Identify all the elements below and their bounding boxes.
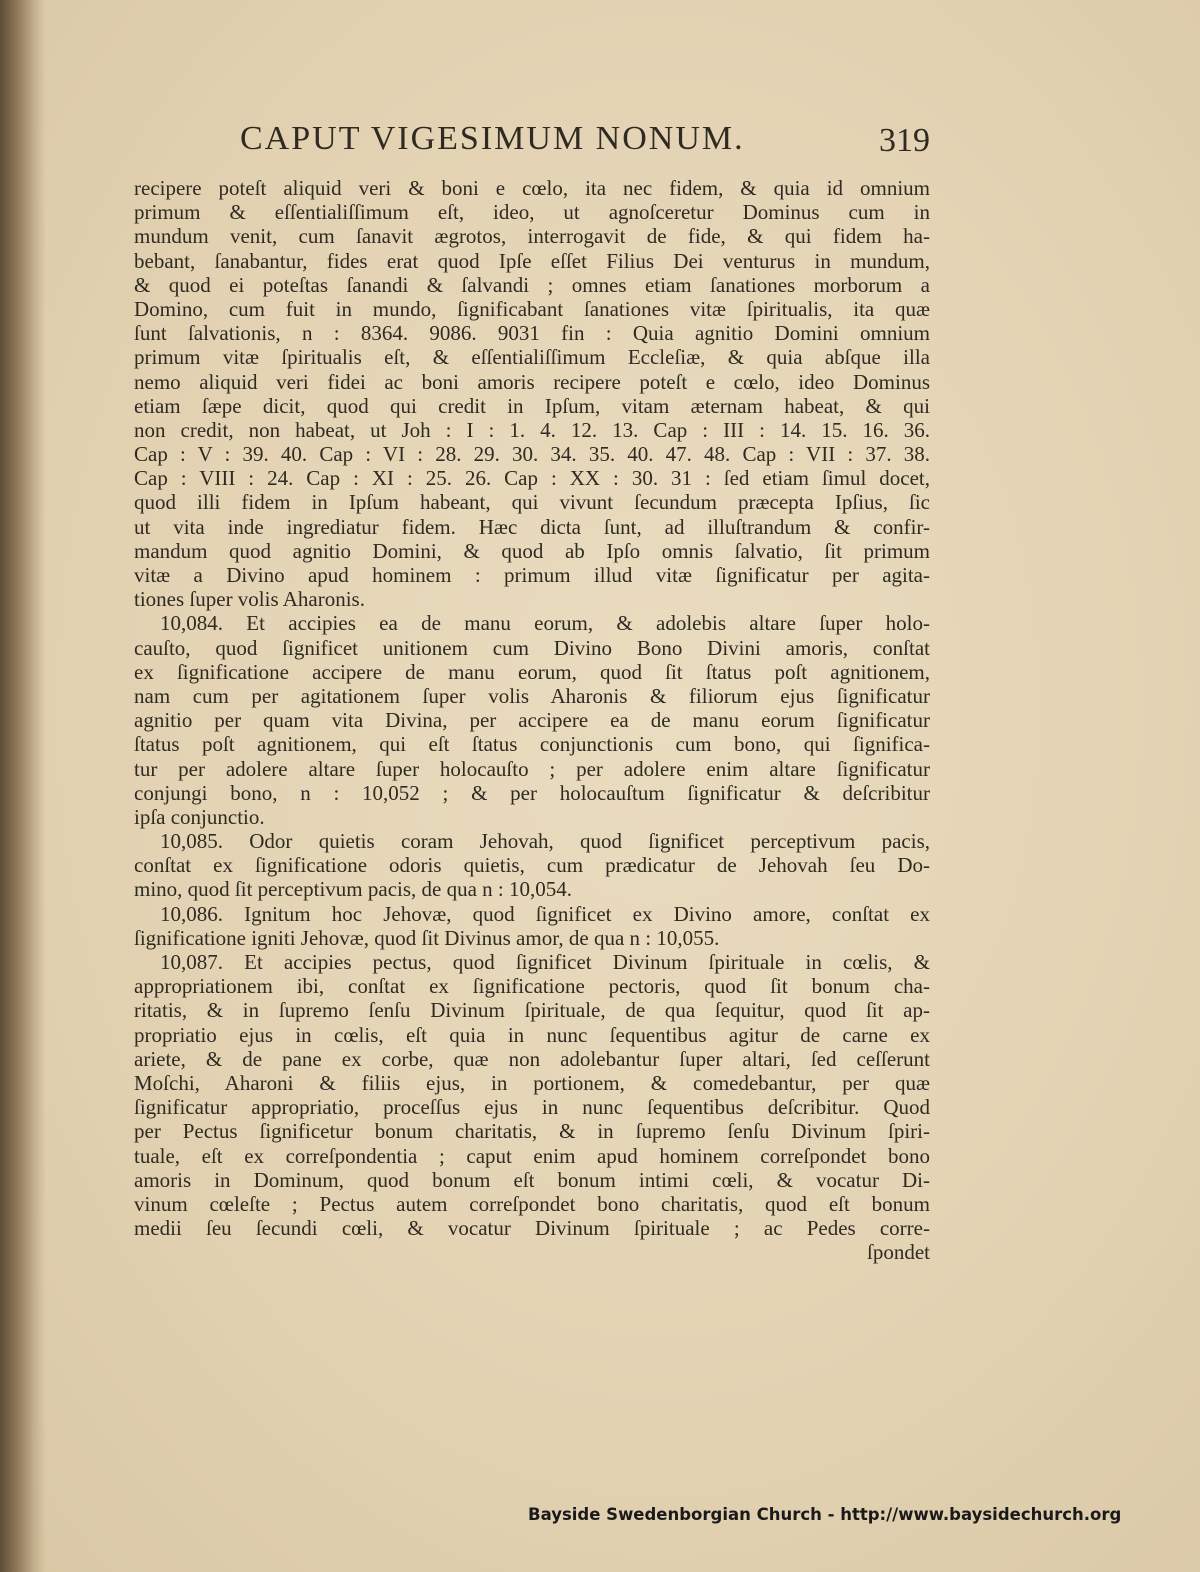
text-line: agnitio per quam vita Divina, per accipere ea de manu eorum ſignificatur [134, 708, 930, 733]
text-line: ariete, & de pane ex corbe, quæ non adolebantur ſuper altari, ſed ceſſerunt [134, 1046, 930, 1071]
text-line: nemo aliquid veri fidei ac boni amoris recipere poteſt e cœlo, ideo Dominus [134, 369, 930, 394]
text-line: bebant, ſanabantur, fides erat quod Ipſe eſſet Filius Dei venturus in mundum, [134, 248, 930, 273]
text-line: ipſa conjunctio. [134, 804, 265, 829]
text-line: ſignificatur appropriatio, proceſſus ejus in nunc ſequentibus deſcribitur. Quod [134, 1095, 930, 1120]
page-header [210, 120, 930, 170]
text-line: cauſto, quod ſignificet unitionem cum Divino Bono Divini amoris, conſtat [134, 635, 930, 660]
text-line: Moſchi, Aharoni & filiis ejus, in portionem, & comedebantur, per quæ [134, 1070, 930, 1095]
text-line: per Pectus ſignificetur bonum charitatis, & in ſupremo ſenſu Divinum ſpiri- [134, 1119, 930, 1144]
text-line: Cap : V : 39. 40. Cap : VI : 28. 29. 30. 34. 35. 40. 47. 48. Cap : VII : 37. 38. [134, 442, 930, 467]
text-line: primum & eſſentialiſſimum eſt, ideo, ut agnoſceretur Dominus cum in [134, 200, 930, 225]
text-line: amoris in Dominum, quod bonum eſt bonum intimi cœli, & vocatur Di- [134, 1167, 930, 1192]
text-line: tiones ſuper volis Aharonis. [134, 587, 365, 612]
text-line: ſignificatione igniti Jehovæ, quod ſit Divinus amor, de qua n : 10,055. [134, 925, 720, 950]
text-line: Cap : VIII : 24. Cap : XI : 25. 26. Cap : XX : 30. 31 : ſed etiam ſimul docet, [134, 466, 930, 491]
text-line: conjungi bono, n : 10,052 ; & per holocauſtum ſignificatur & deſcribitur [134, 780, 930, 805]
paragraph-10086-start: 10,086. Ignitum hoc Jehovæ, quod ſignificet ex Divino amore, conſtat ex [160, 901, 930, 926]
paragraph-10085-start: 10,085. Odor quietis coram Jehovah, quod ſignificet perceptivum pacis, [160, 829, 930, 854]
text-line: conſtat ex ſignificatione odoris quietis, cum prædicatur de Jehovah ſeu Do- [134, 853, 930, 878]
text-line: mandum quod agnitio Domini, & quod ab Ipſo omnis ſalvatio, ſit primum [134, 538, 930, 563]
paragraph-10084-start: 10,084. Et accipies ea de manu eorum, & adolebis altare ſuper holo- [160, 611, 930, 636]
footer-credit: Bayside Swedenborgian Church - http://www.baysidechurch.org [528, 1505, 1122, 1524]
catchword: ſpondet [867, 1240, 930, 1265]
text-line: tuale, eſt ex correſpondentia ; caput enim apud hominem correſpondet bono [134, 1143, 930, 1168]
paragraph-10087-start: 10,087. Et accipies pectus, quod ſignificet Divinum ſpirituale in cœlis, & [160, 950, 930, 974]
text-line: ut vita inde ingrediatur fidem. Hæc dicta ſunt, ad illuſtrandum & confir- [134, 514, 930, 539]
text-line: ſtatus poſt agnitionem, qui eſt ſtatus conjunctionis cum bono, qui ſignifica- [134, 732, 930, 757]
text-line: & quod ei poteſtas ſanandi & ſalvandi ; omnes etiam ſanationes morborum a [134, 272, 930, 297]
text-line: vitæ a Divino apud hominem : primum illud vitæ ſignificatur per agita- [134, 563, 930, 587]
text-line: medii ſeu ſecundi cœli, & vocatur Divinum ſpirituale ; ac Pedes corre- [134, 1216, 930, 1241]
page-number: 319 [879, 122, 930, 159]
text-line: ritatis, & in ſupremo ſenſu Divinum ſpirituale, de qua ſequitur, quod ſit ap- [134, 998, 930, 1023]
text-line: vinum cœleſte ; Pectus autem correſpondet bono charitatis, quod eſt bonum [134, 1191, 930, 1216]
text-line: mino, quod ſit perceptivum pacis, de qua n : 10,054. [134, 877, 573, 902]
body-text [134, 176, 930, 1264]
text-line: primum vitæ ſpiritualis eſt, & eſſentialiſſimum Eccleſiæ, & quia abſque illa [134, 345, 930, 370]
running-head: CAPUT VIGESIMUM NONUM. [240, 120, 745, 157]
text-line: ex ſignificatione accipere de manu eorum, quod ſit ſtatus poſt agnitionem, [134, 659, 930, 684]
text-line: tur per adolere altare ſuper holocauſto ; per adolere enim altare ſignificatur [134, 756, 930, 781]
text-line: non credit, non habeat, ut Joh : I : 1. 4. 12. 13. Cap : III : 14. 15. 16. 36. [134, 417, 930, 442]
text-line: mundum venit, cum ſanavit ægrotos, interrogavit de fide, & qui fidem ha- [134, 224, 930, 249]
text-line: appropriationem ibi, conſtat ex ſignificatione pectoris, quod ſit bonum cha- [134, 974, 930, 999]
page-gutter-shadow [0, 0, 46, 1572]
text-line: recipere poteſt aliquid veri & boni e cœlo, ita nec fidem, & quia id omnium [134, 176, 930, 200]
text-line: ſunt ſalvationis, n : 8364. 9086. 9031 fin : Quia agnitio Domini omnium [134, 321, 930, 346]
text-line: nam cum per agitationem ſuper volis Aharonis & filiorum ejus ſignificatur [134, 683, 930, 708]
text-line: quod illi fidem in Ipſum habeant, qui vivunt ſecundum præcepta Ipſius, ſic [134, 490, 930, 515]
text-line: propriatio ejus in cœlis, eſt quia in nunc ſequentibus agitur de carne ex [134, 1022, 930, 1047]
text-line: Domino, cum fuit in mundo, ſignificabant ſanationes vitæ ſpiritualis, ita quæ [134, 296, 930, 321]
text-line: etiam ſæpe dicit, quod qui credit in Ipſum, vitam æternam habeat, & qui [134, 393, 930, 418]
